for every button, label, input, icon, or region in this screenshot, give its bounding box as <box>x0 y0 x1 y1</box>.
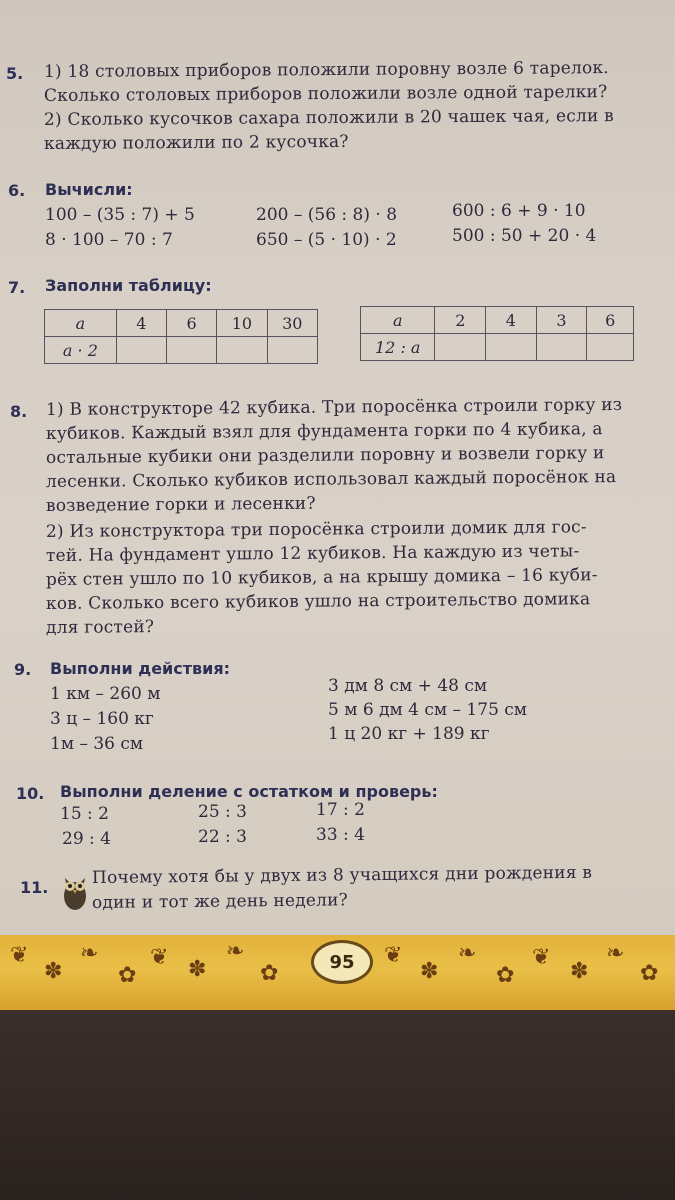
task-text-line: возведение горки и лесенки? <box>45 493 316 516</box>
expression: 17 : 2 <box>316 800 365 820</box>
leaf-icon: ✽ <box>570 959 589 984</box>
leaf-icon: ✿ <box>118 963 137 988</box>
table-cell-empty <box>166 337 216 364</box>
table-cell-empty <box>435 334 486 361</box>
table-cell-empty <box>116 337 166 364</box>
task-text-line: тей. На фундамент ушло 12 кубиков. На каждую из четы- <box>45 541 580 566</box>
task-title: Вычисли: <box>45 180 133 199</box>
expression: 3 ц – 160 кг <box>50 709 154 729</box>
table-cell-empty <box>486 334 537 361</box>
table-cell: 6 <box>166 310 216 337</box>
leaf-icon: ✿ <box>260 961 279 986</box>
task-title: Заполни таблицу: <box>45 276 212 295</box>
table-cell: 2 <box>435 307 486 334</box>
table-cell: 10 <box>217 310 267 337</box>
task-text-line: для гостей? <box>45 617 155 638</box>
expression: 33 : 4 <box>316 825 365 845</box>
task-text-line: кубиков. Каждый взял для фундамента горки по 4 кубика, а <box>45 419 603 444</box>
expression: 100 – (35 : 7) + 5 <box>45 205 195 225</box>
task-number: 8. <box>10 402 28 421</box>
task-text-line: остальные кубики они разделили поровну и возвели горку и <box>45 443 605 468</box>
table-cell: 3 <box>536 307 587 334</box>
expression: 29 : 4 <box>62 829 111 849</box>
table-cell: 6 <box>587 307 634 334</box>
leaf-icon: ❦ <box>150 945 169 970</box>
expression: 22 : 3 <box>198 827 247 847</box>
task-text-line: 1) 18 столовых приборов положили поровну возле 6 тарелок. <box>43 58 609 82</box>
leaf-icon: ❦ <box>384 943 403 968</box>
expression: 1 ц 20 кг + 189 кг <box>328 724 490 744</box>
leaf-icon: ❧ <box>226 939 245 964</box>
leaf-icon: ✽ <box>188 957 207 982</box>
expression: 3 дм 8 см + 48 см <box>328 676 488 696</box>
table-cell-empty <box>587 334 634 361</box>
leaf-icon: ❦ <box>532 945 551 970</box>
task-text-line: рёх стен ушло по 10 кубиков, а на крышу домика – 16 куби- <box>45 565 598 590</box>
expression: 600 : 6 + 9 · 10 <box>452 201 586 221</box>
task-number: 7. <box>8 278 26 297</box>
owl-icon <box>62 872 88 912</box>
task-text-line: Почему хотя бы у двух из 8 учащихся дни рождения в <box>91 862 593 888</box>
task-text-line: 2) Из конструктора три поросёнка строили домик для гос- <box>45 517 587 542</box>
expression: 1 км – 260 м <box>50 684 161 704</box>
leaf-icon: ✽ <box>420 959 439 984</box>
expression: 25 : 3 <box>198 802 247 822</box>
leaf-icon: ❧ <box>606 941 625 966</box>
table-cell: 12 : a <box>361 334 435 361</box>
leaf-icon: ❧ <box>80 941 99 966</box>
task-number: 6. <box>8 181 26 200</box>
page-number: 95 <box>311 940 373 984</box>
expression: 200 – (56 : 8) · 8 <box>256 205 398 225</box>
table-cell: a · 2 <box>45 337 117 364</box>
task-number: 9. <box>14 660 32 679</box>
leaf-icon: ❦ <box>10 943 29 968</box>
table-cell-empty <box>267 337 317 364</box>
expression: 15 : 2 <box>60 804 109 824</box>
task-text-line: 1) В конструкторе 42 кубика. Три поросёнка строили горку из <box>45 394 623 420</box>
task-number: 10. <box>16 784 45 803</box>
leaf-icon: ❧ <box>458 941 477 966</box>
task-number: 11. <box>20 878 49 897</box>
task-text-line: ков. Сколько всего кубиков ушло на строительство домика <box>45 589 591 614</box>
expression: 8 · 100 – 70 : 7 <box>45 230 173 250</box>
table-cell: a <box>361 307 435 334</box>
table-cell: a <box>45 310 117 337</box>
expression: 500 : 50 + 20 · 4 <box>452 226 597 246</box>
task-text-line: Сколько столовых приборов положили возле одной тарелки? <box>43 82 608 106</box>
table-cell: 4 <box>486 307 537 334</box>
table-cell: 30 <box>267 310 317 337</box>
task-number: 5. <box>6 64 24 83</box>
table-cell-empty <box>536 334 587 361</box>
task-title: Выполни деление с остатком и проверь: <box>60 782 438 801</box>
task-text-line: 2) Сколько кусочков сахара положили в 20 чашек чая, если в <box>43 106 614 130</box>
table-cell-empty <box>217 337 267 364</box>
table-cell: 4 <box>116 310 166 337</box>
task-text-line: каждую положили по 2 кусочка? <box>43 131 349 154</box>
task-title: Выполни действия: <box>50 659 231 678</box>
task-text-line: один и тот же день недели? <box>91 890 349 913</box>
fill-table-1 <box>44 309 318 364</box>
background-surface <box>0 1010 675 1200</box>
expression: 650 – (5 · 10) · 2 <box>256 230 397 250</box>
expression: 1м – 36 см <box>50 734 144 754</box>
task-text-line: лесенки. Сколько кубиков использовал каждый поросёнок на <box>45 467 617 492</box>
leaf-icon: ✿ <box>640 961 659 986</box>
leaf-icon: ✽ <box>44 959 63 984</box>
leaf-icon: ✿ <box>496 963 515 988</box>
expression: 5 м 6 дм 4 см – 175 см <box>328 700 528 720</box>
fill-table-2 <box>360 306 634 361</box>
